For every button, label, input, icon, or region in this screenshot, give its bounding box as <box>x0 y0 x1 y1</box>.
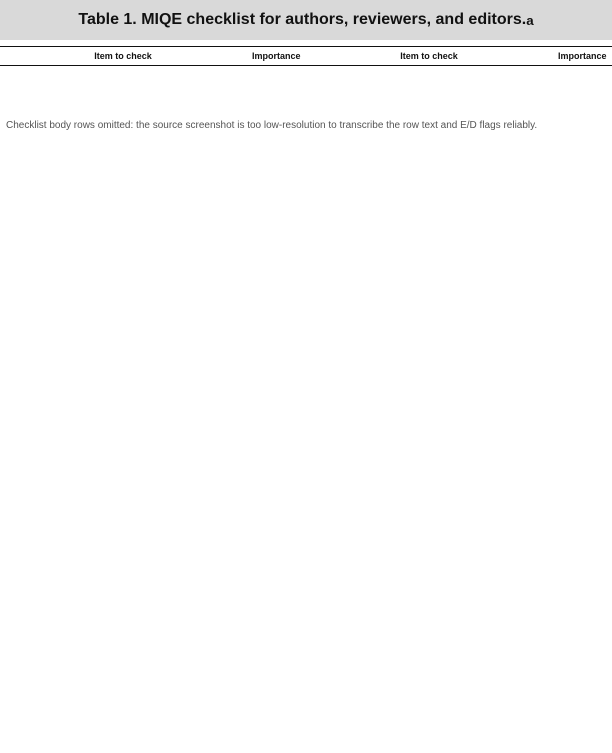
table-title-text: Table 1. MIQE checklist for authors, reviewers, and editors. <box>78 11 527 28</box>
right-column-header <box>306 47 612 65</box>
left-importance-header: Importance <box>252 51 301 61</box>
right-item-header: Item to check <box>400 51 458 61</box>
left-item-header: Item to check <box>94 51 152 61</box>
right-importance-header: Importance <box>558 51 607 61</box>
left-column-header <box>0 47 306 65</box>
table-title-footnote-marker: a <box>526 12 534 28</box>
omission-note: Checklist body rows omitted: the source screenshot is too low-resolution to transcribe the row text and E/D flags reliably. <box>6 120 538 131</box>
table-title <box>0 0 612 40</box>
column-header-row <box>0 46 612 66</box>
